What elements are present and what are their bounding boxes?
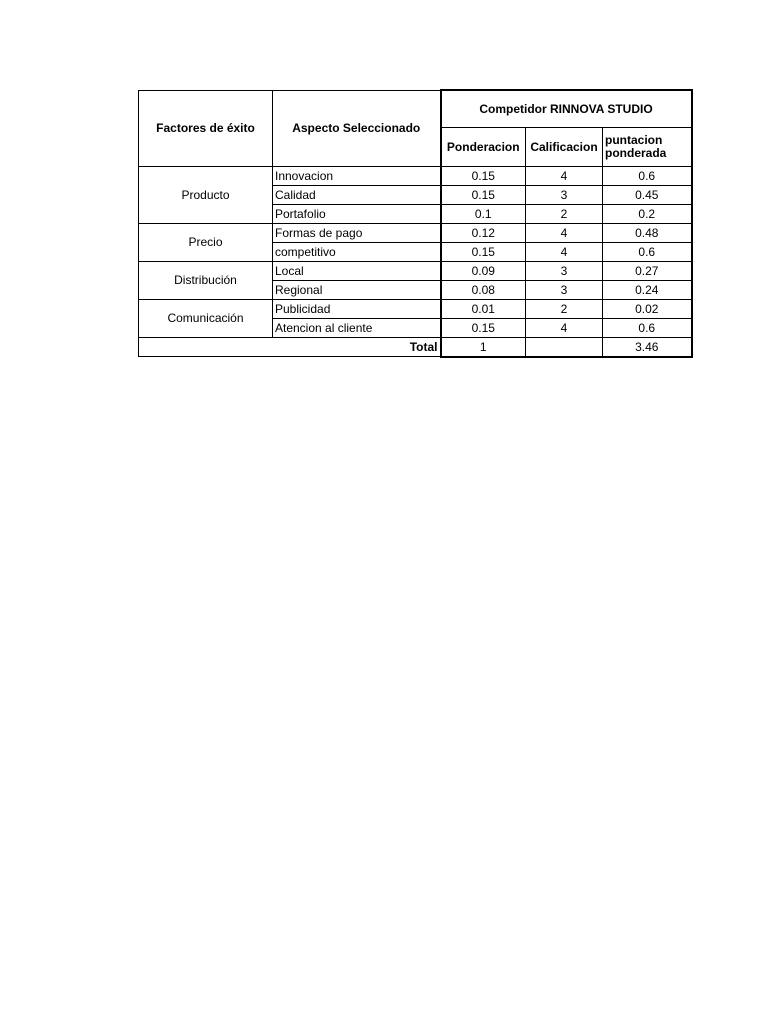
ponderacion-cell: 0.01 <box>441 299 526 318</box>
aspecto-cell: competitivo <box>273 242 441 261</box>
aspecto-cell: Innovacion <box>273 166 441 185</box>
total-calificacion <box>526 337 603 357</box>
puntacion-cell: 0.6 <box>603 166 692 185</box>
calificacion-cell: 2 <box>526 299 603 318</box>
aspecto-cell: Local <box>273 261 441 280</box>
factor-cell: Comunicación <box>139 299 273 337</box>
calificacion-cell: 4 <box>526 242 603 261</box>
table-row <box>139 261 692 280</box>
header-competitor: Competidor RINNOVA STUDIO <box>441 90 692 127</box>
header-ponderacion: Ponderacion <box>441 127 526 166</box>
puntacion-cell: 0.48 <box>603 223 692 242</box>
factor-cell: Precio <box>139 223 273 261</box>
calificacion-cell: 4 <box>526 318 603 337</box>
table-body <box>139 166 692 357</box>
total-label: Total <box>139 337 441 357</box>
ponderacion-cell: 0.08 <box>441 280 526 299</box>
evaluation-table <box>138 89 693 358</box>
calificacion-cell: 3 <box>526 280 603 299</box>
header-aspecto: Aspecto Seleccionado <box>273 90 441 166</box>
ponderacion-cell: 0.15 <box>441 185 526 204</box>
ponderacion-cell: 0.15 <box>441 318 526 337</box>
puntacion-cell: 0.27 <box>603 261 692 280</box>
table-row <box>139 166 692 185</box>
header-calificacion: Calificacion <box>526 127 603 166</box>
aspecto-cell: Calidad <box>273 185 441 204</box>
total-puntacion: 3.46 <box>603 337 692 357</box>
aspecto-cell: Portafolio <box>273 204 441 223</box>
puntacion-cell: 0.45 <box>603 185 692 204</box>
factor-cell: Distribución <box>139 261 273 299</box>
puntacion-cell: 0.24 <box>603 280 692 299</box>
ponderacion-cell: 0.12 <box>441 223 526 242</box>
calificacion-cell: 4 <box>526 223 603 242</box>
header-puntacion: puntacion ponderada <box>603 127 692 166</box>
puntacion-cell: 0.6 <box>603 242 692 261</box>
calificacion-cell: 2 <box>526 204 603 223</box>
table-row <box>139 223 692 242</box>
calificacion-cell: 3 <box>526 261 603 280</box>
puntacion-cell: 0.6 <box>603 318 692 337</box>
aspecto-cell: Formas de pago <box>273 223 441 242</box>
ponderacion-cell: 0.09 <box>441 261 526 280</box>
puntacion-cell: 0.2 <box>603 204 692 223</box>
calificacion-cell: 4 <box>526 166 603 185</box>
total-row <box>139 337 692 357</box>
ponderacion-cell: 0.15 <box>441 242 526 261</box>
total-ponderacion: 1 <box>441 337 526 357</box>
factor-cell: Producto <box>139 166 273 223</box>
ponderacion-cell: 0.15 <box>441 166 526 185</box>
ponderacion-cell: 0.1 <box>441 204 526 223</box>
table-row <box>139 299 692 318</box>
aspecto-cell: Publicidad <box>273 299 441 318</box>
puntacion-cell: 0.02 <box>603 299 692 318</box>
aspecto-cell: Regional <box>273 280 441 299</box>
header-factores: Factores de éxito <box>139 90 273 166</box>
calificacion-cell: 3 <box>526 185 603 204</box>
aspecto-cell: Atencion al cliente <box>273 318 441 337</box>
